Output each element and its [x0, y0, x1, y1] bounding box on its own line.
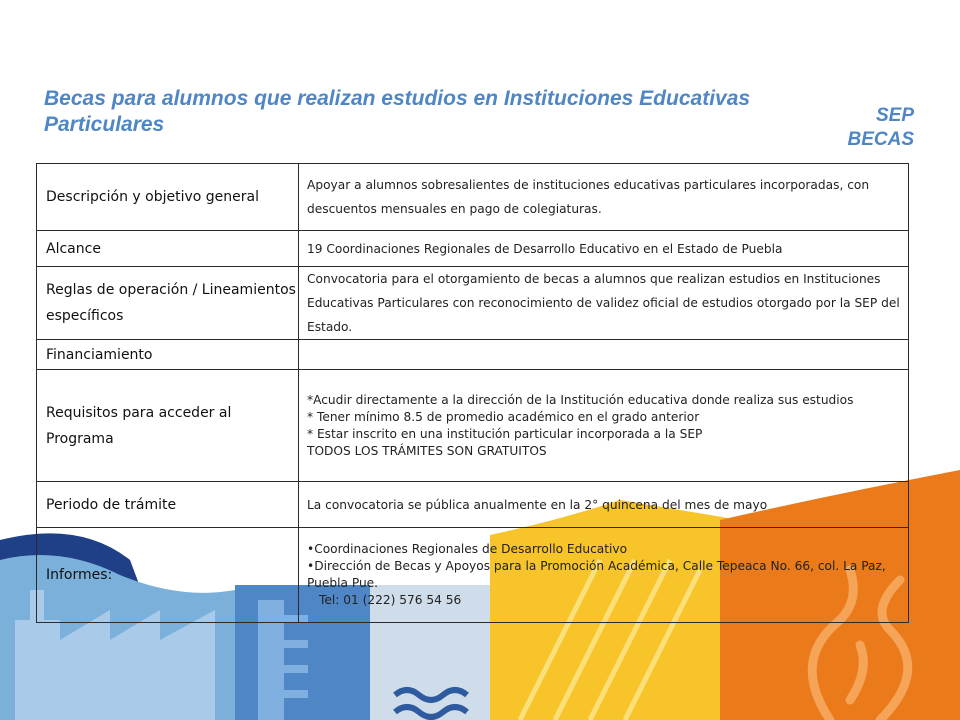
reglas-value: Convocatoria para el otorgamiento de becas a alumnos que realizan estudios en Instituciones Educativas Particulares con reconocimiento de validez oficial de estudios otorgado por la SEP del Estado.	[299, 267, 909, 340]
table-row	[37, 370, 909, 482]
brand-line-sep: SEP	[875, 105, 914, 126]
requisitos-label: Requisitos para acceder al Programa	[37, 370, 299, 482]
alcance-value: 19 Coordinaciones Regionales de Desarrollo Educativo en el Estado de Puebla	[299, 231, 909, 267]
program-info-table	[36, 163, 909, 623]
table-row	[37, 231, 909, 267]
descripcion-label: Descripción y objetivo general	[37, 164, 299, 231]
descripcion-value: Apoyar a alumnos sobresalientes de instituciones educativas particulares incorporadas, con descuentos mensuales en pago de colegiaturas.	[299, 164, 909, 231]
table-row	[37, 528, 909, 623]
requisitos-value	[299, 370, 909, 482]
periodo-value: La convocatoria se pública anualmente en la 2° quincena del mes de mayo	[299, 482, 909, 528]
brand-logo-text	[847, 104, 914, 152]
table-row	[37, 340, 909, 370]
brand-line-becas: BECAS	[847, 129, 914, 150]
requisito-item: *Acudir directamente a la dirección de la Institución educativa donde realiza sus estudios	[307, 392, 854, 407]
financiamiento-label: Financiamiento	[37, 340, 299, 370]
table-row	[37, 482, 909, 528]
informes-label: Informes:	[37, 528, 299, 623]
financiamiento-value	[299, 340, 909, 370]
requisito-item: TODOS LOS TRÁMITES SON GRATUITOS	[307, 443, 547, 458]
reglas-label: Reglas de operación / Lineamientos específicos	[37, 267, 299, 340]
requisito-item: * Estar inscrito en una institución particular incorporada a la SEP	[307, 426, 703, 441]
alcance-label: Alcance	[37, 231, 299, 267]
table-row	[37, 164, 909, 231]
requisito-item: * Tener mínimo 8.5 de promedio académico en el grado anterior	[307, 409, 700, 424]
table-row	[37, 267, 909, 340]
periodo-label: Periodo de trámite	[37, 482, 299, 528]
informes-value	[299, 528, 909, 623]
page-title: Becas para alumnos que realizan estudios en Instituciones Educativas Particulares	[44, 87, 751, 136]
informes-tel: Tel: 01 (222) 576 54 56	[319, 593, 462, 607]
informes-item: • Coordinaciones Regionales de Desarrollo Educativo	[307, 541, 902, 558]
informes-item: • Dirección de Becas y Apoyos para la Promoción Académica, Calle Tepeaca No. 66, col. La Paz, Puebla Pue.	[307, 558, 902, 592]
